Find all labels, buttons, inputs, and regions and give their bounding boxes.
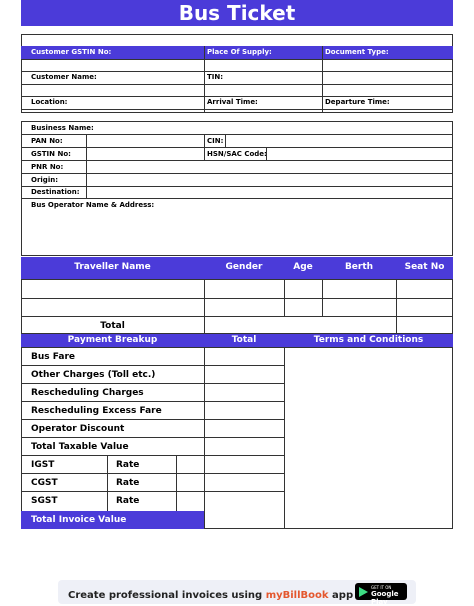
row-rescheduling-excess: Rescheduling Excess Fare <box>31 406 162 416</box>
page-title: Bus Ticket <box>178 1 296 25</box>
brand-logo: myBillBook <box>265 590 329 601</box>
sgst-rate: Rate <box>116 496 140 506</box>
cgst-rate: Rate <box>116 478 140 488</box>
col-berth: Berth <box>344 262 374 272</box>
row-sgst: SGST <box>31 496 58 506</box>
customer-gstin-label: Customer GSTIN No: <box>31 48 112 56</box>
promo-text-before: Create professional invoices using <box>68 590 263 601</box>
invoice-total-label: Total Invoice Value <box>31 515 127 525</box>
col-seat-no: Seat No <box>404 262 445 272</box>
row-cgst: CGST <box>31 478 58 488</box>
row-igst: IGST <box>31 460 55 470</box>
payment-total-header: Total <box>231 335 257 345</box>
arrival-time-label: Arrival Time: <box>207 98 258 106</box>
store-small-text: GET IT ON <box>371 585 392 590</box>
payment-breakup-header: Payment Breakup <box>67 335 158 345</box>
bus-operator-label: Bus Operator Name & Address: <box>31 201 155 209</box>
col-age: Age <box>293 262 313 272</box>
destination-label: Destination: <box>31 188 80 196</box>
place-of-supply-label: Place Of Supply: <box>207 48 272 56</box>
row-rescheduling-charges: Rescheduling Charges <box>31 388 144 398</box>
promo-banner[interactable] <box>58 580 416 604</box>
row-bus-fare: Bus Fare <box>31 352 75 362</box>
terms-header: Terms and Conditions <box>313 335 424 345</box>
hsn-label: HSN/SAC Code: <box>207 150 267 158</box>
business-gstin-label: GSTIN No: <box>31 150 71 158</box>
pnr-label: PNR No: <box>31 163 64 171</box>
pan-label: PAN No: <box>31 137 63 145</box>
business-name-label: Business Name: <box>31 124 94 132</box>
cin-label: CIN: <box>207 137 224 145</box>
row-operator-discount: Operator Discount <box>31 424 125 434</box>
tin-label: TIN: <box>207 73 224 81</box>
promo-text-after: app <box>332 590 354 601</box>
play-store-icon <box>359 587 368 597</box>
origin-label: Origin: <box>31 176 58 184</box>
document-type-label: Document Type: <box>325 48 389 56</box>
location-label: Location: <box>31 98 68 106</box>
traveller-total-label: Total <box>100 321 125 331</box>
igst-rate: Rate <box>116 460 140 470</box>
col-gender: Gender <box>225 262 263 272</box>
row-other-charges: Other Charges (Toll etc.) <box>31 370 156 380</box>
col-traveller-name: Traveller Name <box>74 262 151 272</box>
store-big-text: Google Play <box>371 590 399 606</box>
google-play-badge[interactable] <box>355 583 407 606</box>
departure-time-label: Departure Time: <box>325 98 390 106</box>
promo-text <box>68 590 353 601</box>
row-total-taxable: Total Taxable Value <box>31 442 129 452</box>
customer-name-label: Customer Name: <box>31 73 97 81</box>
